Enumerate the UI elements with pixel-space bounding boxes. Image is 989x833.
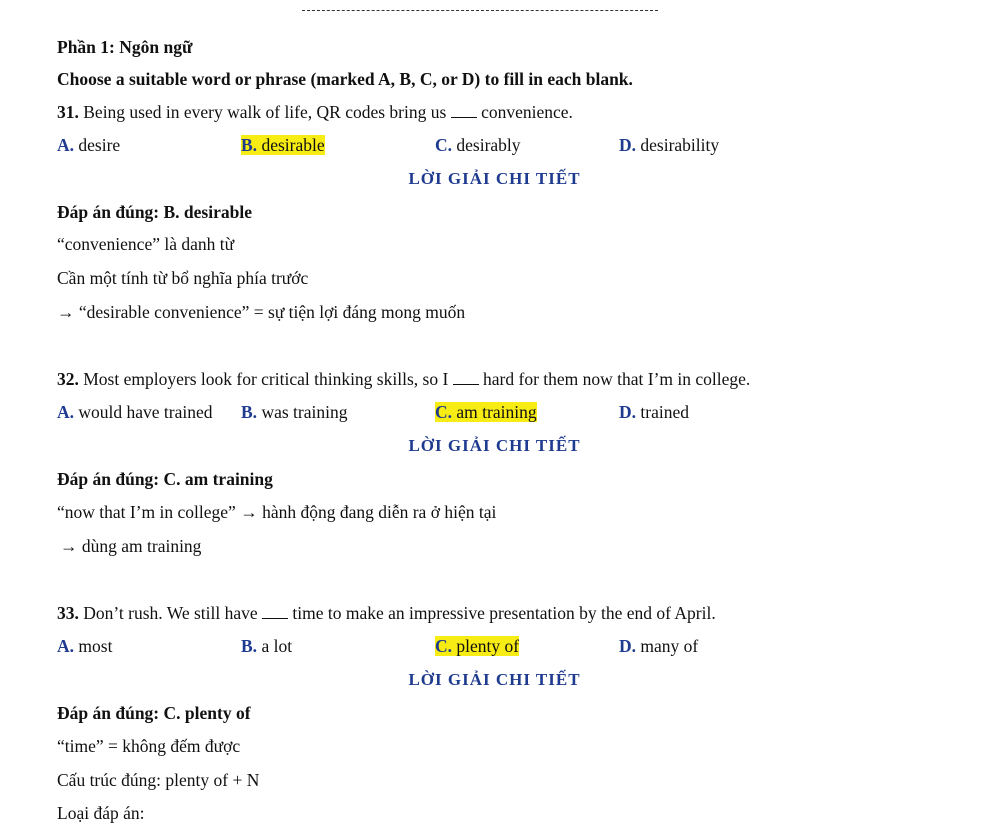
option-text: was training <box>257 402 348 422</box>
question-number: 32. <box>57 369 79 389</box>
option-b[interactable] <box>241 402 347 422</box>
explanation-line: Cấu trúc đúng: plenty of + N <box>57 770 260 790</box>
option-a[interactable] <box>57 135 120 155</box>
explanation-line: “now that I’m in college” → hành động đang diễn ra ở hiện tại <box>57 502 497 522</box>
option-a[interactable] <box>57 402 213 422</box>
question-text: convenience. <box>476 102 573 122</box>
correct-answer: Đáp án đúng: C. plenty of <box>57 703 251 723</box>
explanation-line: → dùng am training <box>60 536 202 556</box>
question-31 <box>57 102 573 122</box>
option-text: am training <box>452 402 537 422</box>
option-letter: D. <box>619 402 637 422</box>
question-text: time to make an impressive presentation by the end of April. <box>288 603 716 623</box>
option-letter: B. <box>241 135 258 155</box>
question-32 <box>57 369 750 389</box>
option-d[interactable] <box>619 402 689 422</box>
option-text: many of <box>636 636 699 656</box>
top-divider <box>302 10 658 11</box>
option-a[interactable] <box>57 636 112 656</box>
answer-blank <box>262 604 288 619</box>
option-letter: C. <box>435 135 453 155</box>
instruction: Choose a suitable word or phrase (marked A, B, C, or D) to fill in each blank. <box>57 69 633 89</box>
option-c-correct[interactable] <box>435 402 537 422</box>
option-text: desirably <box>452 135 521 155</box>
option-letter: D. <box>619 636 637 656</box>
answer-blank <box>453 370 479 385</box>
option-letter: B. <box>241 402 258 422</box>
correct-answer: Đáp án đúng: C. am training <box>57 469 273 489</box>
option-c-correct[interactable] <box>435 636 519 656</box>
explanation-line: → “desirable convenience” = sự tiện lợi đáng mong muốn <box>57 302 466 322</box>
question-text: Being used in every walk of life, QR codes bring us <box>78 102 451 122</box>
option-d[interactable] <box>619 135 719 155</box>
explanation-line: “convenience” là danh từ <box>57 234 235 254</box>
solution-heading: LỜI GIẢI CHI TIẾT <box>408 670 581 689</box>
option-b[interactable] <box>241 636 292 656</box>
question-33 <box>57 603 716 623</box>
solution-heading: LỜI GIẢI CHI TIẾT <box>408 169 581 188</box>
option-d[interactable] <box>619 636 698 656</box>
option-text: a lot <box>257 636 293 656</box>
correct-answer: Đáp án đúng: B. desirable <box>57 202 252 222</box>
option-text: trained <box>636 402 689 422</box>
option-text: most <box>74 636 113 656</box>
option-letter: C. <box>435 636 453 656</box>
option-text: plenty of <box>452 636 520 656</box>
option-letter: A. <box>57 636 75 656</box>
question-text: hard for them now that I’m in college. <box>478 369 751 389</box>
question-number: 33. <box>57 603 79 623</box>
option-text: would have trained <box>74 402 213 422</box>
option-letter: A. <box>57 135 75 155</box>
option-b-correct[interactable] <box>241 135 325 155</box>
option-text: desire <box>74 135 121 155</box>
option-letter: D. <box>619 135 637 155</box>
answer-blank <box>451 103 477 118</box>
question-text: Most employers look for critical thinking skills, so I <box>78 369 453 389</box>
option-letter: B. <box>241 636 258 656</box>
explanation-line: Loại đáp án: <box>57 803 145 823</box>
option-letter: C. <box>435 402 453 422</box>
option-letter: A. <box>57 402 75 422</box>
option-text: desirability <box>636 135 720 155</box>
option-c[interactable] <box>435 135 521 155</box>
explanation-line: Cần một tính từ bổ nghĩa phía trước <box>57 268 309 288</box>
option-text: desirable <box>257 135 325 155</box>
question-text: Don’t rush. We still have <box>78 603 263 623</box>
explanation-line: “time” = không đếm được <box>57 736 241 756</box>
solution-heading: LỜI GIẢI CHI TIẾT <box>408 436 581 455</box>
section-title: Phần 1: Ngôn ngữ <box>57 37 193 57</box>
question-number: 31. <box>57 102 79 122</box>
